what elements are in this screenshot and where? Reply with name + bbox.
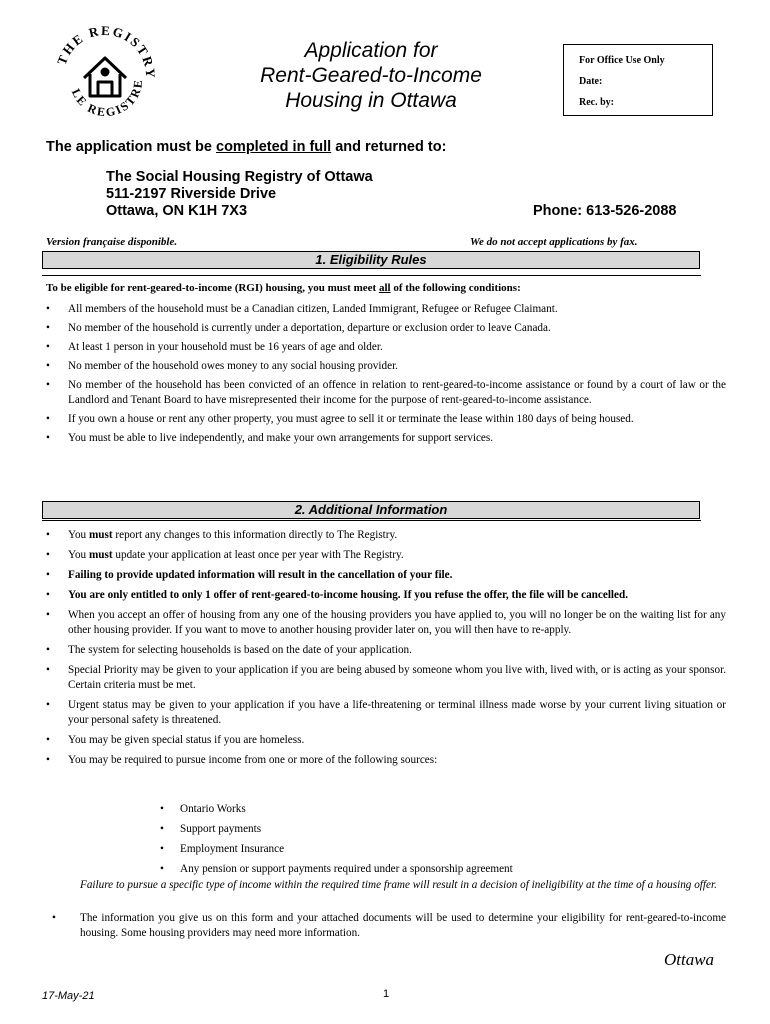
office-use-heading: For Office Use Only	[579, 55, 665, 66]
received-by-label: Rec. by:	[579, 97, 614, 108]
page-title	[215, 38, 527, 113]
phone-number: Phone: 613-526-2088	[533, 203, 677, 219]
list-item: • Any pension or support payments required under a sponsorship agreement	[160, 863, 513, 875]
divider	[42, 275, 701, 276]
title-line-2: Rent-Geared-to-Income	[260, 64, 482, 87]
footer-date: 17-May-21	[42, 990, 95, 1002]
list-item: • No member of the household is currently under a deportation, departure or exclusion order to leave Canada.	[46, 322, 551, 334]
list-item: • You must report any changes to this information directly to The Registry.	[46, 529, 398, 541]
address-line-3: Ottawa, ON K1H 7X3	[106, 203, 248, 219]
registry-logo	[50, 18, 160, 128]
ottawa-logo: Ottawa	[664, 950, 715, 969]
list-item: • You must update your application at least once per year with The Registry.	[46, 549, 404, 561]
mailing-address	[106, 169, 373, 220]
section-2-header: 2. Additional Information	[42, 501, 700, 519]
list-item: • No member of the household has been convicted of an offence in relation to rent-geared-to-income assistance or found by a court of law or the Landlord and Tenant Board to have misrepresented their income for the purpose of rent-geared-to-income assistance.	[46, 379, 726, 406]
address-line-2: 511-2197 Riverside Drive	[106, 186, 277, 202]
list-item: • You are only entitled to only 1 offer of rent-geared-to-income housing. If you refuse the offer, the file will be cancelled.	[46, 589, 629, 601]
no-fax-note: We do not accept applications by fax.	[470, 236, 638, 248]
list-item: • Urgent status may be given to your application if you have a life-threatening or terminal illness made worse by your current living situation or your personal safety is threatened.	[46, 699, 726, 726]
svg-text:LE REGISTRE: LE REGISTRE	[68, 77, 146, 120]
privacy-note: • The information you give us on this form and your attached documents will be used to determine your eligibility for rent-geared-to-income housing. Some housing providers may need more information.	[52, 912, 726, 939]
list-item: • No member of the household owes money to any social housing provider.	[46, 360, 398, 372]
page-number: 1	[383, 988, 390, 1000]
svg-text:THE REGISTRY: THE REGISTRY	[53, 22, 159, 81]
list-item: • Special Priority may be given to your application if you are being abused by someone whom you live with, lived with, or is acting as your sponsor. Certain criteria must be met.	[46, 664, 726, 691]
title-line-3: Housing in Ottawa	[285, 89, 457, 112]
list-item: • The system for selecting households is based on the date of your application.	[46, 644, 412, 656]
list-item: • All members of the household must be a Canadian citizen, Landed Immigrant, Refugee or Refugee Claimant.	[46, 303, 558, 315]
income-warning: Failure to pursue a specific type of income within the required time frame will result in a decision of ineligibility at the time of a housing offer.	[80, 879, 717, 891]
list-item: • At least 1 person in your household must be 16 years of age and older.	[46, 341, 383, 353]
list-item: • You must be able to live independently, and make your own arrangements for support services.	[46, 432, 494, 444]
section-1-header: 1. Eligibility Rules	[42, 251, 700, 269]
list-item: • Support payments	[160, 823, 262, 835]
eligibility-intro: To be eligible for rent-geared-to-income (RGI) housing, you must meet all of the following conditions:	[46, 282, 521, 294]
completed-in-full: completed in full	[216, 139, 332, 155]
list-item: • Employment Insurance	[160, 843, 285, 855]
eligibility-list	[46, 302, 726, 446]
french-version-note: Version française disponible.	[46, 236, 178, 248]
list-item: • Ontario Works	[160, 803, 246, 815]
office-use-box	[563, 44, 713, 116]
address-line-1: The Social Housing Registry of Ottawa	[106, 169, 373, 185]
return-instructions: The application must be completed in full and returned to:	[46, 139, 447, 155]
list-item: • Failing to provide updated information will result in the cancellation of your file.	[46, 569, 453, 581]
title-line-1: Application for	[304, 39, 438, 62]
list-item: • You may be given special status if you are homeless.	[46, 734, 305, 746]
income-sources-list	[160, 799, 513, 879]
list-item: • When you accept an offer of housing from any one of the housing providers you have applied to, you will no longer be on the waiting list for any other housing provider. If you want to move to another housing provider later on, you will then have to re-apply.	[46, 609, 726, 636]
list-item: • If you own a house or rent any other property, you must agree to sell it or terminate the lease within 180 days of being housed.	[46, 413, 634, 425]
date-field-label: Date:	[579, 76, 603, 87]
divider	[42, 520, 701, 521]
list-item: • You may be required to pursue income from one or more of the following sources:	[46, 754, 438, 766]
additional-info-list	[46, 528, 726, 768]
